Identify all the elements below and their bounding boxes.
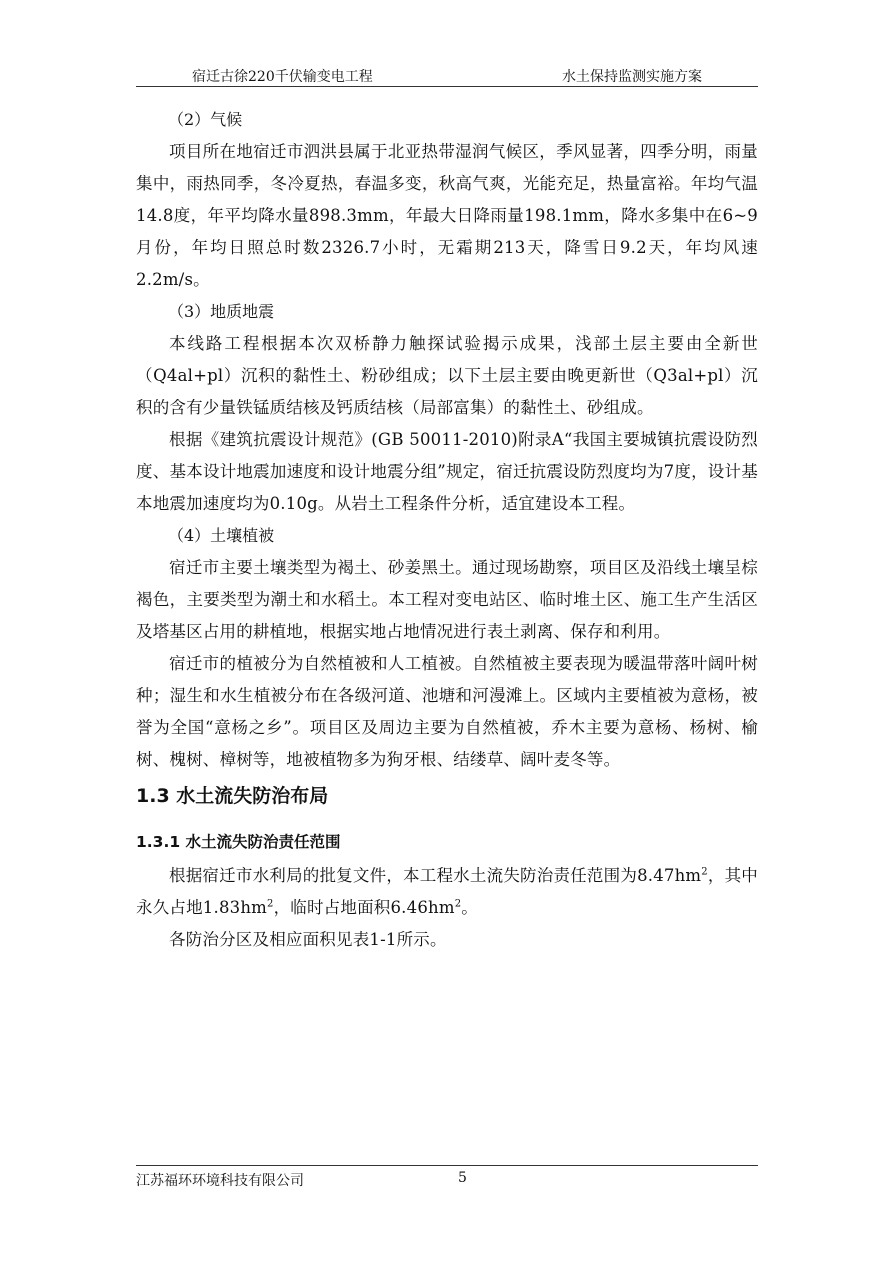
soil-paragraph-1: 宿迁市主要土壤类型为褐土、砂姜黑土。通过现场勘察，项目区及沿线土壤呈棕褐色，主要类型为潮土和水稻土。本工程对变电站区、临时堆土区、施工生产生活区及塔基区占用的耕植地，根据实地占地情况进行表土剥离、保存和利用。 [136,558,758,641]
superscript-2: 2 [267,898,274,910]
superscript-2: 2 [454,898,462,910]
geology-paragraph-2: 根据《建筑抗震设计规范》(GB 50011-2010)附录A“我国主要城镇抗震设防烈度、基本设计地震加速度和设计地震分组”规定，宿迁抗震设防烈度均为7度，设计基本地震加速度均为0.10g。从岩土工程条件分析，适宜建设本工程。 [136,430,758,513]
subsection-heading: 1.3.1 水土流失防治责任范围 [136,833,341,851]
page-footer [136,1165,758,1189]
section-heading: 1.3 水土流失防治布局 [136,785,329,807]
geology-paragraph-1: 本线路工程根据本次双桥静力触探试验揭示成果，浅部土层主要由全新世（Q4al+pl）沉积的黏性土、粉砂组成；以下土层主要由晚更新世（Q3al+pl）沉积的含有少量铁锰质结核及钙质结核（局部富集）的黏性土、砂组成。 [136,334,758,417]
header-project-title: 宿迁古徐220千伏输变电工程 [192,69,373,85]
scope-text-b: ，其中永久占地1.83hm [136,866,758,917]
page-header [136,62,758,87]
climate-heading: （2）气候 [168,110,243,129]
header-document-title: 水土保持监测实施方案 [562,69,702,85]
climate-paragraph: 项目所在地宿迁市泗洪县属于北亚热带湿润气候区，季风显著，四季分明，雨量集中，雨热同季，冬冷夏热，春温多变，秋高气爽，光能充足，热量富裕。年均气温14.8度，年平均降水量898.3mm，年最大日降雨量198.1mm，降水多集中在6~9月份，年均日照总时数2326.7小时，无霜期213天，降雪日9.2天，年均风速2.2m/s。 [136,142,758,289]
responsibility-scope-paragraph [136,860,758,924]
table-reference-paragraph: 各防治分区及相应面积见表1-1所示。 [169,930,447,949]
page-number: 5 [458,1170,467,1186]
scope-text-c: ，临时占地面积6.46hm [273,898,455,917]
scope-text-d: 。 [461,898,478,917]
soil-heading: （4）土壤植被 [168,526,275,545]
scope-text-a: 根据宿迁市水利局的批复文件，本工程水土流失防治责任范围为8.47hm [169,866,702,885]
footer-company: 江苏福环环境科技有限公司 [136,1173,304,1189]
superscript-2: 2 [701,866,708,878]
page-body [136,104,758,956]
vegetation-paragraph: 宿迁市的植被分为自然植被和人工植被。自然植被主要表现为暖温带落叶阔叶树种；湿生和水生植被分布在各级河道、池塘和河漫滩上。区域内主要植被为意杨，被誉为全国“意杨之乡”。项目区及周边主要为自然植被，乔木主要为意杨、杨树、榆树、槐树、樟树等，地被植物多为狗牙根、结缕草、阔叶麦冬等。 [136,654,758,769]
geology-heading: （3）地质地震 [168,302,275,321]
